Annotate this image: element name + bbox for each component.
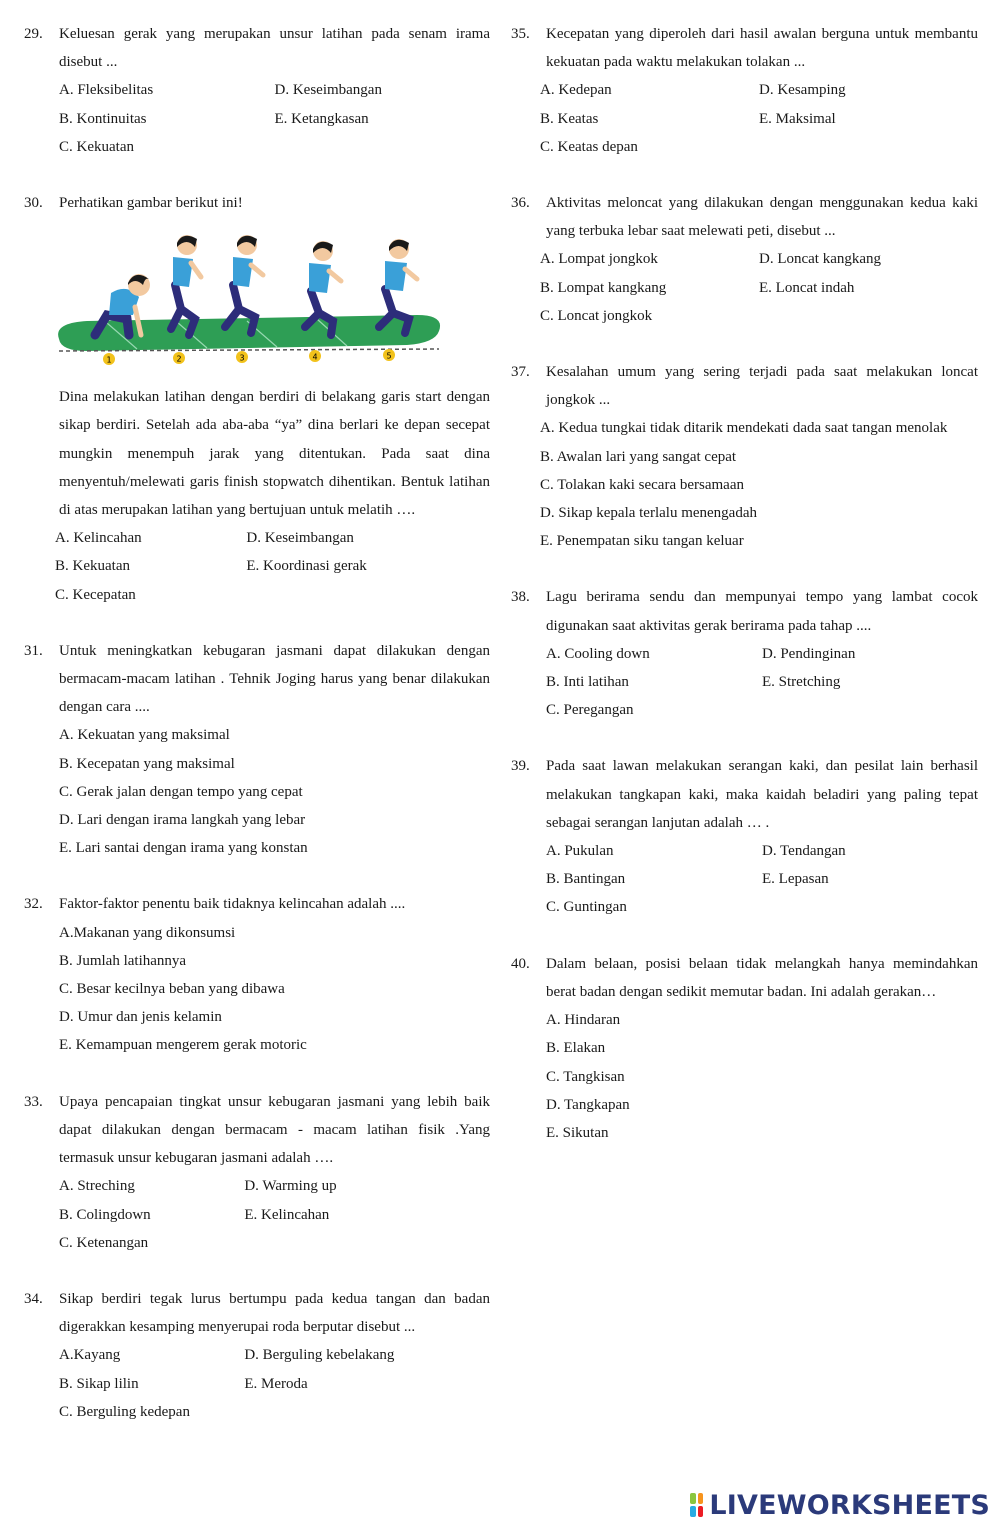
question-number: 39. — [511, 758, 530, 775]
option-e[interactable]: E. Lari santai dengan irama yang konstan — [59, 840, 308, 857]
question-37 — [511, 358, 978, 555]
option-e[interactable]: E. Kelincahan — [244, 1206, 330, 1223]
option-c[interactable]: C. Berguling kedepan — [59, 1403, 190, 1420]
option-a[interactable]: A. Cooling down — [546, 645, 650, 662]
option-d[interactable]: D. Tendangan — [762, 843, 846, 860]
answer-options — [546, 640, 978, 725]
option-c[interactable]: C. Ketenangan — [59, 1234, 149, 1251]
question-stem: Lagu berirama sendu dan mempunyai tempo yang lambat cocok digunakan saat aktivitas gerak berirama pada tahap .... — [546, 589, 978, 634]
marker-label-1: 1 — [106, 355, 112, 365]
question-31 — [24, 637, 490, 863]
option-b[interactable]: B. Sikap lilin — [59, 1375, 139, 1392]
left-column — [24, 20, 490, 1426]
question-passage: Dina melakukan latihan dengan berdiri di belakang garis start dengan sikap berdiri. Setelah ada aba-aba “ya” dina berlari ke depan secepat mungkin menempuh jarak yang ditentukan. Pada saat dina menyentuh/melewati garis finish stopwatch dihentikan. Bentuk latihan di atas merupakan latihan yang bertujuan untuk melatih …. — [59, 389, 490, 519]
option-a[interactable]: A. Kekuatan yang maksimal — [59, 727, 230, 744]
liveworksheets-watermark — [690, 1487, 990, 1523]
sprint-drawing — [47, 223, 447, 381]
answer-options — [540, 414, 978, 555]
option-a[interactable]: A.Makanan yang dikonsumsi — [59, 924, 236, 941]
option-b[interactable]: B. Keatas — [540, 110, 599, 127]
option-e[interactable]: E. Kemampuan mengerem gerak motoric — [59, 1037, 307, 1054]
answer-options — [55, 524, 490, 609]
question-number: 34. — [24, 1290, 43, 1307]
option-d[interactable]: D. Pendinginan — [762, 645, 856, 662]
question-stem: Pada saat lawan melakukan serangan kaki, dan pesilat lain berhasil melakukan tangkapan kaki, maka kaidah beladiri yang paling tepat sebagai serangan lanjutan adalah … . — [546, 758, 978, 831]
question-number: 35. — [511, 26, 530, 42]
answer-options — [540, 245, 978, 330]
option-b[interactable]: B. Bantingan — [546, 871, 626, 888]
question-34 — [24, 1285, 490, 1426]
sprint-illustration — [47, 223, 490, 383]
option-d[interactable]: D. Berguling kebelakang — [244, 1347, 395, 1364]
option-b[interactable]: B. Jumlah latihannya — [59, 952, 187, 969]
option-e[interactable]: E. Koordinasi gerak — [246, 558, 367, 575]
question-number: 40. — [511, 955, 530, 972]
option-e[interactable]: E. Maksimal — [759, 110, 836, 127]
option-d[interactable]: D. Sikap kepala terlalu menengadah — [540, 505, 758, 522]
question-stem: Kecepatan yang diperoleh dari hasil awalan berguna untuk membantu kekuatan pada waktu melakukan tolakan ... — [546, 26, 978, 71]
option-a[interactable]: A.Kayang — [59, 1347, 121, 1364]
option-d[interactable]: D. Umur dan jenis kelamin — [59, 1009, 222, 1026]
question-number: 36. — [511, 195, 530, 212]
option-c[interactable]: C. Gerak jalan dengan tempo yang cepat — [59, 783, 303, 800]
option-c[interactable]: C. Loncat jongkok — [540, 307, 653, 324]
option-c[interactable]: C. Kecepatan — [55, 586, 136, 603]
option-e[interactable]: E. Meroda — [244, 1375, 308, 1392]
question-stem: Aktivitas meloncat yang dilakukan dengan menggunakan kedua kaki yang terbuka lebar saat melewati peti, disebut ... — [546, 195, 978, 240]
question-stem: Sikap berdiri tegak lurus bertumpu pada kedua tangan dan badan digerakkan kesamping menyerupai roda berputar disebut ... — [59, 1290, 490, 1336]
question-stem: Keluesan gerak yang merupakan unsur latihan pada senam irama disebut ... — [59, 26, 490, 71]
logo-square-orange — [698, 1493, 704, 1504]
option-b[interactable]: B. Colingdown — [59, 1206, 151, 1223]
option-c[interactable]: C. Kekuatan — [59, 138, 134, 155]
option-a[interactable]: A. Hindaran — [546, 1012, 621, 1029]
answer-options — [59, 721, 490, 862]
option-d[interactable]: D. Kesamping — [759, 82, 846, 99]
option-b[interactable]: B. Kontinuitas — [59, 110, 147, 127]
answer-options — [59, 1341, 490, 1426]
option-a[interactable]: A. Fleksibelitas — [59, 82, 154, 99]
question-30 — [24, 189, 490, 609]
marker-label-5: 5 — [386, 351, 392, 361]
option-b[interactable]: B. Lompat kangkang — [540, 279, 667, 296]
question-number: 37. — [511, 364, 530, 381]
question-36 — [511, 189, 978, 330]
option-b[interactable]: B. Kekuatan — [55, 558, 130, 575]
watermark-text: LIVEWORKSHEETS — [709, 1489, 990, 1521]
question-stem: Upaya pencapaian tingkat unsur kebugaran jasmani yang lebih baik dapat dilakukan dengan bermacam - macam latihan fisik .Yang termasuk unsur kebugaran jasmani adalah …. — [59, 1093, 490, 1167]
answer-options — [59, 919, 490, 1060]
option-d[interactable]: D. Keseimbangan — [274, 82, 382, 99]
option-d[interactable]: D. Tangkapan — [546, 1096, 630, 1113]
option-b[interactable]: B. Kecepatan yang maksimal — [59, 755, 235, 772]
answer-options — [546, 837, 978, 922]
option-c[interactable]: C. Besar kecilnya beban yang dibawa — [59, 981, 285, 998]
marker-label-4: 4 — [312, 352, 318, 362]
question-33 — [24, 1088, 490, 1257]
question-39 — [511, 752, 978, 921]
answer-options — [546, 1006, 978, 1147]
option-a[interactable]: A. Kedepan — [540, 82, 612, 99]
option-c[interactable]: C. Tangkisan — [546, 1068, 625, 1085]
option-e[interactable]: E. Stretching — [762, 674, 841, 691]
marker-label-3: 3 — [239, 353, 245, 363]
option-a[interactable]: A. Kedua tungkai tidak ditarik mendekati dada saat tangan menolak — [540, 420, 948, 437]
option-c[interactable]: C. Guntingan — [546, 899, 627, 916]
right-column — [511, 20, 978, 1147]
option-c[interactable]: C. Keatas depan — [540, 138, 638, 155]
answer-options — [540, 76, 978, 161]
logo-square-red — [698, 1506, 704, 1517]
question-29 — [24, 20, 490, 161]
option-d[interactable]: D. Loncat kangkang — [759, 251, 882, 268]
option-c[interactable]: C. Tolakan kaki secara bersamaan — [540, 476, 745, 493]
marker-label-2: 2 — [176, 354, 182, 364]
option-e[interactable]: E. Lepasan — [762, 871, 829, 888]
option-b[interactable]: B. Inti latihan — [546, 674, 629, 691]
option-b[interactable]: B. Awalan lari yang sangat cepat — [540, 448, 737, 465]
question-number: 38. — [511, 589, 530, 606]
liveworksheets-logo-icon — [690, 1493, 703, 1517]
answer-options — [59, 1172, 490, 1257]
question-40 — [511, 950, 978, 1147]
question-number: 30. — [24, 195, 43, 212]
option-d[interactable]: D. Warming up — [244, 1178, 337, 1195]
option-a[interactable]: A. Pukulan — [546, 843, 614, 860]
option-a[interactable]: A. Streching — [59, 1178, 135, 1195]
question-stem: Dalam belaan, posisi belaan tidak melangkah hanya memindahkan berat badan dengan sedikit memutar badan. Ini adalah gerakan… — [546, 955, 978, 1000]
question-number: 33. — [24, 1093, 43, 1110]
question-32 — [24, 890, 490, 1059]
option-b[interactable]: B. Elakan — [546, 1040, 606, 1057]
question-number: 29. — [24, 26, 43, 42]
option-a[interactable]: A. Kelincahan — [55, 530, 142, 547]
option-e[interactable]: E. Penempatan siku tangan keluar — [540, 533, 744, 550]
question-number: 32. — [24, 896, 43, 913]
logo-square-blue — [690, 1506, 696, 1517]
question-stem: Faktor-faktor penentu baik tidaknya kelincahan adalah .... — [59, 896, 406, 913]
option-a[interactable]: A. Lompat jongkok — [540, 251, 658, 268]
option-e[interactable]: E. Sikutan — [546, 1124, 609, 1141]
question-stem: Untuk meningkatkan kebugaran jasmani dapat dilakukan dengan bermacam-macam latihan . Tehnik Joging harus yang benar dilakukan dengan cara .... — [59, 642, 490, 716]
option-e[interactable]: E. Ketangkasan — [274, 110, 369, 127]
runner-5 — [379, 239, 417, 333]
answer-options — [59, 76, 490, 161]
question-number: 31. — [24, 642, 43, 659]
question-stem: Kesalahan umum yang sering terjadi pada saat melakukan loncat jongkok ... — [546, 364, 978, 409]
option-d[interactable]: D. Lari dengan irama langkah yang lebar — [59, 812, 306, 829]
option-e[interactable]: E. Loncat indah — [759, 279, 855, 296]
option-c[interactable]: C. Peregangan — [546, 702, 634, 719]
logo-square-green — [690, 1493, 696, 1504]
question-35 — [511, 20, 978, 161]
option-d[interactable]: D. Keseimbangan — [246, 530, 354, 547]
question-38 — [511, 583, 978, 724]
question-stem: Perhatikan gambar berikut ini! — [59, 195, 243, 212]
distance-markers — [103, 349, 395, 365]
